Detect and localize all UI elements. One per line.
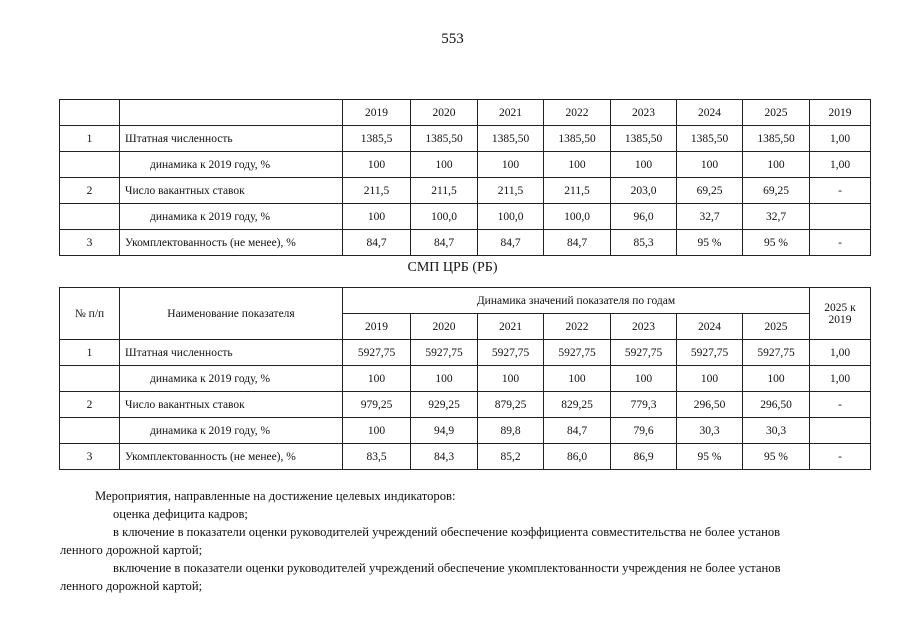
table-cell: 86,0	[544, 444, 611, 470]
table-cell: 100	[544, 152, 611, 178]
table-cell: 2020	[411, 100, 478, 126]
staffing-table-1	[59, 99, 871, 256]
header-ratio: 2025 к 2019	[810, 288, 871, 340]
table-cell: 2019	[343, 314, 411, 340]
table-cell: Штатная численность	[120, 340, 343, 366]
table-cell: 5927,75	[743, 340, 810, 366]
table-cell: 296,50	[677, 392, 743, 418]
table-cell: 100	[478, 152, 544, 178]
table-cell: 5927,75	[343, 340, 411, 366]
table-row	[60, 178, 871, 204]
table-cell: 2025	[743, 314, 810, 340]
table-row	[60, 230, 871, 256]
table-cell: 100	[677, 152, 743, 178]
table-cell: динамика к 2019 году, %	[120, 204, 343, 230]
table-cell: 2019	[343, 100, 411, 126]
table-cell: 2020	[411, 314, 478, 340]
table-cell: 2024	[677, 100, 743, 126]
table-cell: 95 %	[677, 230, 743, 256]
text-line: оценка дефицита кадров;	[113, 507, 248, 521]
table-cell: 95 %	[743, 444, 810, 470]
table-cell: динамика к 2019 году, %	[120, 418, 343, 444]
table-cell: 1	[60, 126, 120, 152]
table-cell: 100	[343, 366, 411, 392]
table-cell: 1385,5	[343, 126, 411, 152]
table-cell: 85,3	[611, 230, 677, 256]
page-number: 553	[441, 31, 464, 47]
table-cell: 100	[478, 366, 544, 392]
table-cell: Число вакантных ставок	[120, 178, 343, 204]
table-header-row	[60, 100, 871, 126]
table-cell	[60, 100, 120, 126]
table-cell: 929,25	[411, 392, 478, 418]
table-cell: 100	[411, 152, 478, 178]
staffing-table-smp	[59, 287, 871, 470]
header-dynamics: Динамика значений показателя по годам	[343, 288, 810, 314]
table-cell: 100	[544, 366, 611, 392]
table-cell	[120, 100, 343, 126]
table-cell: 5927,75	[544, 340, 611, 366]
table-cell: 1385,50	[544, 126, 611, 152]
table-cell: 2019	[810, 100, 871, 126]
table-cell: 84,7	[544, 418, 611, 444]
table-cell: 84,7	[343, 230, 411, 256]
table-cell	[810, 204, 871, 230]
table-cell	[810, 418, 871, 444]
table-cell: 211,5	[343, 178, 411, 204]
text-line: в ключение в показатели оценки руководителей учреждений обеспечение коэффициента совместительства не более установ	[113, 525, 781, 539]
table-cell: -	[810, 230, 871, 256]
table-cell: 1385,50	[611, 126, 677, 152]
table-cell: 84,7	[411, 230, 478, 256]
table-cell	[60, 366, 120, 392]
table-cell: 3	[60, 230, 120, 256]
table-cell: 1,00	[810, 152, 871, 178]
table-cell: 3	[60, 444, 120, 470]
table-cell: 2021	[478, 314, 544, 340]
table-cell: 100	[611, 366, 677, 392]
table-cell: 2	[60, 392, 120, 418]
table-cell: 1385,50	[478, 126, 544, 152]
table-cell: -	[810, 178, 871, 204]
table-cell: динамика к 2019 году, %	[120, 366, 343, 392]
table-cell	[60, 418, 120, 444]
table-cell: 85,2	[478, 444, 544, 470]
table-cell: 100	[343, 418, 411, 444]
table-cell: 979,25	[343, 392, 411, 418]
table-row	[60, 126, 871, 152]
table-cell: 100	[677, 366, 743, 392]
table-cell: 95 %	[677, 444, 743, 470]
table-cell	[60, 204, 120, 230]
section-title: СМП ЦРБ (РБ)	[407, 260, 498, 275]
table-cell: 100	[343, 152, 411, 178]
table-cell: 779,3	[611, 392, 677, 418]
table-cell: 84,7	[478, 230, 544, 256]
table-cell: 83,5	[343, 444, 411, 470]
table-cell: 211,5	[411, 178, 478, 204]
table-row	[60, 152, 871, 178]
table-cell: 1385,50	[677, 126, 743, 152]
measures-text	[60, 487, 865, 595]
table-row	[60, 444, 871, 470]
table-cell: 5927,75	[411, 340, 478, 366]
table-cell: 96,0	[611, 204, 677, 230]
table-cell: 211,5	[478, 178, 544, 204]
table-cell: 69,25	[743, 178, 810, 204]
table-cell: 5927,75	[611, 340, 677, 366]
table-cell: 2025	[743, 100, 810, 126]
table-cell: 203,0	[611, 178, 677, 204]
table-cell: Укомплектованность (не менее), %	[120, 444, 343, 470]
table-cell: 2024	[677, 314, 743, 340]
table-cell: 2021	[478, 100, 544, 126]
table-cell: 2	[60, 178, 120, 204]
table-cell: 79,6	[611, 418, 677, 444]
table-cell: 2022	[544, 100, 611, 126]
table-row	[60, 204, 871, 230]
table-cell: 100	[743, 152, 810, 178]
table-cell: 2023	[611, 314, 677, 340]
table-cell: 296,50	[743, 392, 810, 418]
table-cell: 32,7	[677, 204, 743, 230]
header-name: Наименование показателя	[120, 288, 343, 340]
table-cell: 2023	[611, 100, 677, 126]
table-cell: 100	[611, 152, 677, 178]
table-cell: 32,7	[743, 204, 810, 230]
table-cell: -	[810, 444, 871, 470]
table-cell: 1,00	[810, 126, 871, 152]
table-row	[60, 366, 871, 392]
table-cell: 1385,50	[411, 126, 478, 152]
table-cell: 100,0	[544, 204, 611, 230]
header-num: № п/п	[60, 288, 120, 340]
table-cell: Укомплектованность (не менее), %	[120, 230, 343, 256]
table-cell: 100,0	[411, 204, 478, 230]
table-row	[60, 418, 871, 444]
table-cell: 2022	[544, 314, 611, 340]
table-cell: 829,25	[544, 392, 611, 418]
text-line: ленного дорожной картой;	[60, 579, 203, 593]
table-cell: 5927,75	[478, 340, 544, 366]
text-line: ленного дорожной картой;	[60, 543, 203, 557]
table-cell: 100	[343, 204, 411, 230]
table-cell: 95 %	[743, 230, 810, 256]
table-cell: 1	[60, 340, 120, 366]
table-cell: 86,9	[611, 444, 677, 470]
table-cell: 100	[411, 366, 478, 392]
text-line: включение в показатели оценки руководителей учреждений обеспечение укомплектованности учреждения не более установ	[113, 561, 781, 575]
table-cell: 1,00	[810, 366, 871, 392]
table-cell: 69,25	[677, 178, 743, 204]
table-cell: 5927,75	[677, 340, 743, 366]
table-cell: 879,25	[478, 392, 544, 418]
table-cell: 1385,50	[743, 126, 810, 152]
table-cell: 89,8	[478, 418, 544, 444]
table-cell: 30,3	[743, 418, 810, 444]
table-cell: 84,7	[544, 230, 611, 256]
table-cell: динамика к 2019 году, %	[120, 152, 343, 178]
table-cell: 94,9	[411, 418, 478, 444]
table-cell: 1,00	[810, 340, 871, 366]
text-line: Мероприятия, направленные на достижение целевых индикаторов:	[95, 489, 456, 503]
table-row	[60, 340, 871, 366]
table-cell: 211,5	[544, 178, 611, 204]
table-cell: 100	[743, 366, 810, 392]
table-row	[60, 392, 871, 418]
table-cell: -	[810, 392, 871, 418]
table-cell: Штатная численность	[120, 126, 343, 152]
table-cell	[60, 152, 120, 178]
table-cell: 30,3	[677, 418, 743, 444]
table-cell: Число вакантных ставок	[120, 392, 343, 418]
table-cell: 84,3	[411, 444, 478, 470]
table-cell: 100,0	[478, 204, 544, 230]
